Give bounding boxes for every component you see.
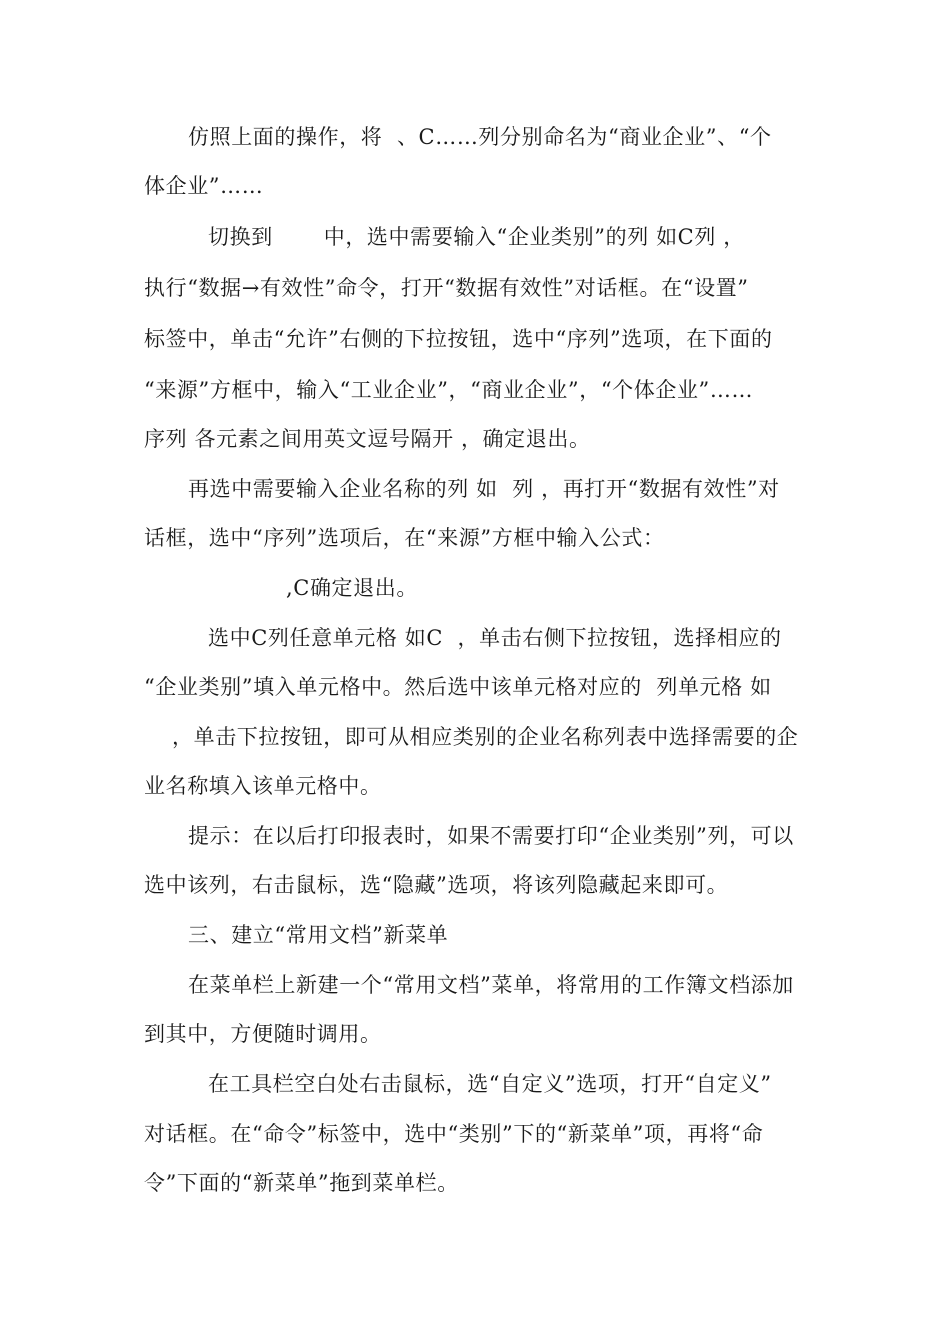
text-line: 仿照上面的操作，将 、C……列分别命名为“商业企业”、“个 [188,125,772,149]
text-line: ,C确定退出。 [286,576,418,600]
text-line: 对话框。在“命令”标签中，选中“类别”下的“新菜单”项，再将“命 [144,1122,764,1146]
text-line: 到其中，方便随时调用。 [144,1022,382,1046]
text-line: 标签中，单击“允许”右侧的下拉按钮，选中“序列”选项，在下面的 [144,327,773,351]
text-line: 在工具栏空白处右击鼠标，选“自定义”选项，打开“自定义” [208,1072,772,1096]
text-line: 执行“数据→有效性”命令，打开“数据有效性”对话框。在“设置” [144,276,749,300]
text-line: 序列 各元素之间用英文逗号隔开 ，确定退出。 [144,427,591,451]
text-line: 提示：在以后打印报表时，如果不需要打印“企业类别”列，可以 [188,824,794,848]
text-line: 话框，选中“序列”选项后，在“来源”方框中输入公式： [144,526,665,550]
text-line: ，单击下拉按钮，即可从相应类别的企业名称列表中选择需要的企 [172,725,799,749]
text-line: “来源”方框中，输入“工业企业”，“商业企业”，“个体企业”…… [144,378,754,402]
text-line: “企业类别”填入单元格中。然后选中该单元格对应的 列单元格 如 [144,675,772,699]
text-line: 切换到 中，选中需要输入“企业类别”的列 如C列 ， [208,225,745,249]
section-heading: 三、建立“常用文档”新菜单 [188,923,449,947]
text-line: 体企业”…… [144,174,264,198]
text-line: 选中C列任意单元格 如C ，单击右侧下拉按钮，选择相应的 [208,626,782,650]
text-line: 令”下面的“新菜单”拖到菜单栏。 [144,1171,459,1195]
text-line: 选中该列，右击鼠标，选“隐藏”选项，将该列隐藏起来即可。 [144,873,729,897]
text-line: 在菜单栏上新建一个“常用文档”菜单，将常用的工作簿文档添加 [188,973,794,997]
text-line: 业名称填入该单元格中。 [144,774,382,798]
text-line: 再选中需要输入企业名称的列 如 列 ，再打开“数据有效性”对 [188,477,780,501]
